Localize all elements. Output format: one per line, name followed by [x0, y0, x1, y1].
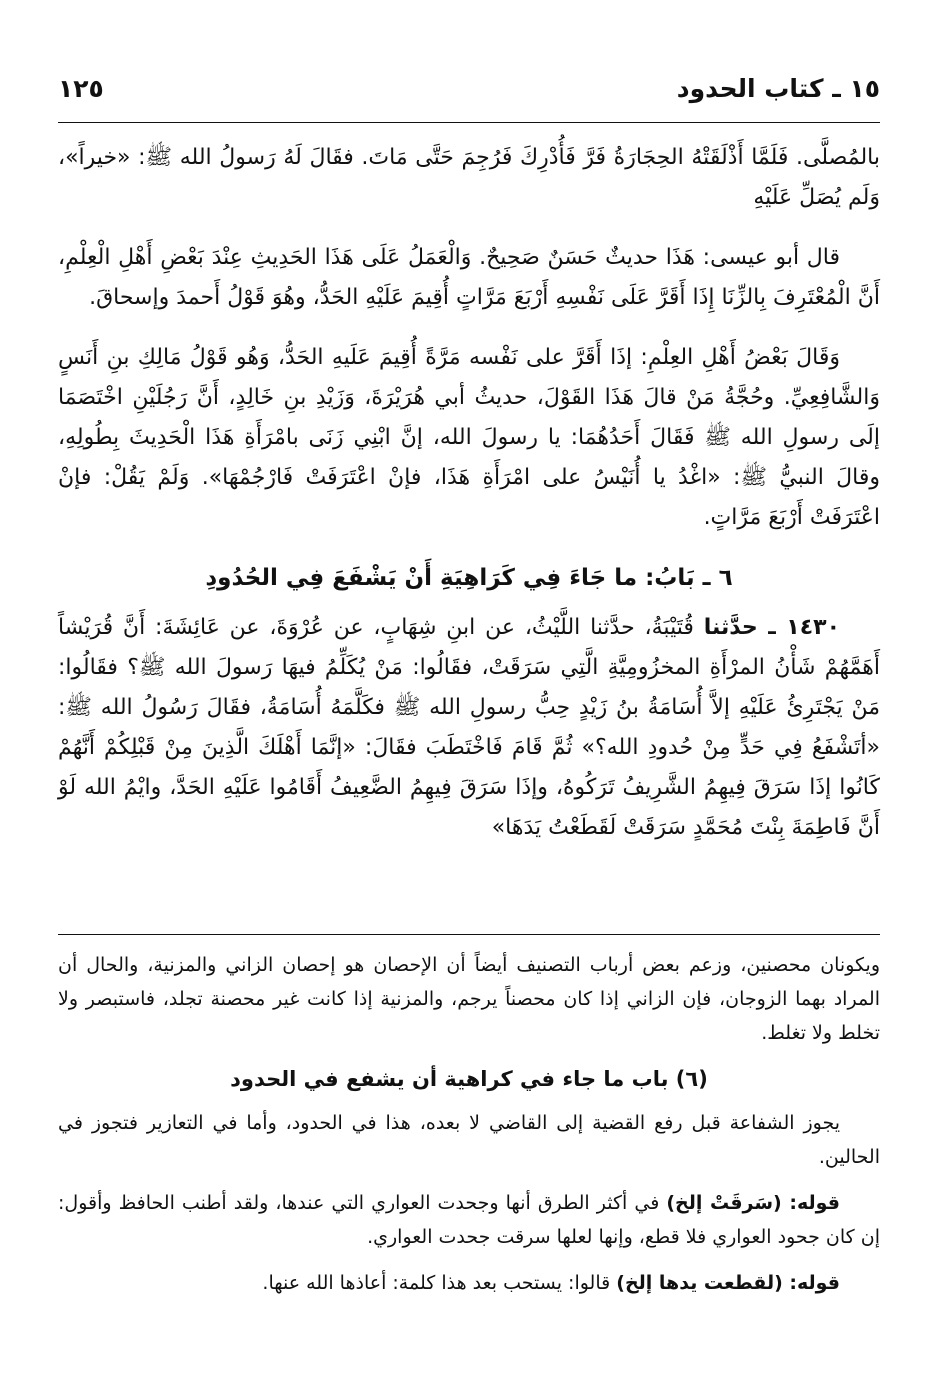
footnote-divider [58, 934, 880, 935]
hadith-number: ١٤٣٠ ـ حدَّثنا [703, 615, 840, 640]
footnote-3-label: قوله: (سَرقَتْ إلخ) [666, 1192, 840, 1214]
paragraph-1: بالمُصلَّى. فَلَمَّا أَذْلَقَتْهُ الحِجَارَةُ فَرَّ فَأُدْرِكَ فَرُجِمَ حَتَّى مَاتَ. فقَالَ لَهُ رَسولُ الله ﷺ: «خيراً»، وَلَم يُصَلِّ عَلَيْهِ [58, 145, 880, 210]
hadith-paragraph [58, 608, 880, 848]
section-heading: ٦ ـ بَابُ: ما جَاءَ فِي كَرَاهِيَةِ أَنْ يَشْفَعَ فِي الحُدُودِ [205, 565, 733, 591]
footnote-3-text: في أكثر الطرق أنها وجحدت العواري التي عندها، ولقد أطنب الحافظ وأقول: إن كان جحود العواري فلا قطع، وإنها لعلها سرقت جحدت العواري. [58, 1192, 880, 1248]
footnote-4-text: قالوا: يستحب بعد هذا كلمة: أعاذها الله عنها. [262, 1272, 611, 1294]
paragraph-2: قال أبو عيسى: هَذَا حديثٌ حَسَنٌ صَحِيحٌ. وَالْعَمَلُ عَلَى هَذَا الحَدِيثِ عِنْدَ بَعْضِ أَهْلِ الْعِلْمِ، أَنَّ الْمُعْتَرِفَ بِالزِّنَا إِذَا أَقَرَّ عَلَى نَفْسِهِ أَرْبَعَ مَرَّاتٍ أُقِيمَ عَلَيْهِ الحَدُّ، وهُوَ قَوْلُ أَحمدَ وإسحاقَ. [58, 245, 880, 310]
footnote-3 [58, 1186, 880, 1254]
footnote-1: ويكونان محصنين، وزعم بعض أرباب التصنيف أيضاً أن الإحصان هو إحصان الزاني والمزنية، والحال أن المراد بهما الزوجان، فإن الزاني إذا كان محصناً يرجم، والمزنية إذا كانت غير محصنة تجلد، فاستبصر ولا تخلط ولا تغلط. [58, 954, 880, 1044]
main-text [58, 138, 880, 868]
chapter-title: ١٥ ـ كتاب الحدود [676, 74, 880, 103]
page-header [58, 70, 880, 110]
footnote-heading: (٦) باب ما جاء في كراهية أن يشفع في الحدود [230, 1067, 708, 1091]
footnote-4-label: قوله: (لقطعت يدها إلخ) [616, 1272, 840, 1294]
footnote-4 [58, 1266, 880, 1300]
footnotes [58, 948, 880, 1312]
paragraph-3: وَقَالَ بَعْضُ أَهْلِ العِلْمِ: إذَا أَقَرَّ على نَفْسه مَرَّةً أُقِيمَ عَلَيهِ الحَدُّ، وَهُو قَوْلُ مَالِكِ بنِ أَنَسٍ وَالشَّافِعِيِّ. وحُجَّةُ مَنْ قالَ هَذَا القَوْلَ، حديثُ أبي هُرَيْرَةَ، وَزَيْدِ بنِ خَالِدٍ، أَنَّ رَجُلَيْنِ اخْتَصَمَا إلَى رسولِ الله ﷺ فَقَالَ أَحَدُهُمَا: يا رسولَ الله، إنَّ ابْنِي زَنَى بامْرَأَةِ هَذَا الْحَدِيثَ بِطُولِهِ، وقالَ النبيُّ ﷺ: «اغْدُ يا أُنَيْسُ على امْرَأَةِ هَذَا، فإنْ اعْتَرَفَتْ فَارْجُمْهَا». وَلَمْ يَقُلْ: فإنْ اعْتَرَفَتْ أَرْبَعَ مَرَّاتٍ. [58, 345, 880, 530]
header-divider [58, 122, 880, 123]
book-page [58, 0, 880, 1384]
page-number: ١٢٥ [58, 74, 104, 103]
footnote-2: يجوز الشفاعة قبل رفع القضية إلى القاضي لا بعده، هذا في الحدود، وأما في التعازير فتجوز في الحالين. [58, 1112, 880, 1168]
hadith-text: قُتَيْبَةُ، حدَّثنا اللَّيْثُ، عن ابنِ شِهَابٍ، عن عُرْوَةَ، عن عَائِشَةَ: أَنَّ قُرَيْشاً أَهَمَّهُمْ شَأْنُ المرْأَةِ المخزُومِيَّةِ الَّتِي سَرَقَتْ، فقَالُوا: مَنْ يُكَلِّمُ فيهَا رَسولَ الله ﷺ؟ فقَالُوا: مَنْ يَجْتَرِئُ عَلَيْهِ إلاَّ أُسَامَةُ بنُ زَيْدٍ حِبُّ رسولِ الله ﷺ فكَلَّمَهُ أُسَامَةُ، فقَالَ رَسُولُ الله ﷺ: «أتَشْفَعُ فِي حَدٍّ مِنْ حُدودِ الله؟» ثُمَّ قَامَ فَاخْتَطَبَ فقَالَ: «إنَّمَا أَهْلَكَ الَّذِينَ مِنْ قَبْلِكُمْ أَنَّهُمْ كَانُوا إذَا سَرَقَ فِيهِمُ الشَّرِيفُ تَرَكُوهُ، وإذَا سَرَقَ فِيهِمُ الضَّعِيفُ أَقَامُوا عَلَيْهِ الحَدَّ، وايْمُ الله لَوْ أَنَّ فَاطِمَةَ بِنْتَ مُحَمَّدٍ سَرَقَتْ لَقَطَعْتُ يَدَهَا» [58, 615, 880, 840]
